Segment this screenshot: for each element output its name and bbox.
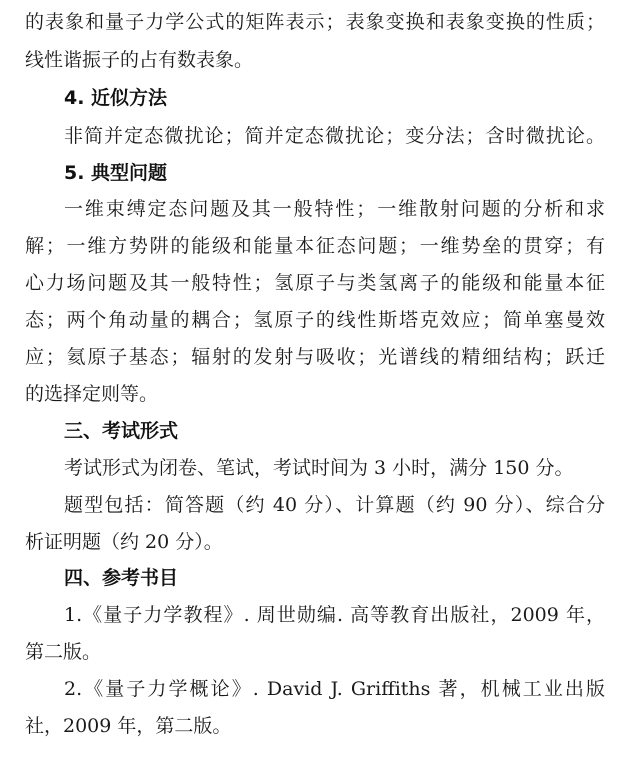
text-line: 非简并定态微扰论；简并定态微扰论；变分法；含时微扰论。 xyxy=(64,125,605,147)
text-line: 考试形式为闭卷、笔试，考试时间为 3 小时，满分 150 分。 xyxy=(64,457,574,479)
section-heading-exam-format: 三、考试形式 xyxy=(64,420,179,442)
section-heading-references: 四、参考书目 xyxy=(64,567,179,589)
text-line: 题型包括：简答题（约 40 分）、计算题（约 90 分）、综合分 xyxy=(64,494,605,516)
reference-item: 2.《量子力学概论》. David J. Griffiths 著，机械工业出版 xyxy=(64,678,605,700)
text-line: 的选择定则等。 xyxy=(25,383,159,405)
text-line: 一维束缚定态问题及其一般特性；一维散射问题的分析和求 xyxy=(64,198,605,220)
section-heading-approximation: 4. 近似方法 xyxy=(64,87,168,109)
text-line: 线性谐振子的占有数表象。 xyxy=(25,49,254,71)
text-line: 的表象和量子力学公式的矩阵表示；表象变换和表象变换的性质； xyxy=(25,11,605,33)
text-line: 态；两个角动量的耦合；氢原子的线性斯塔克效应；简单塞曼效 xyxy=(25,309,605,331)
text-line: 心力场问题及其一般特性；氢原子与类氢离子的能级和能量本征 xyxy=(25,272,605,294)
section-heading-typical-problems: 5. 典型问题 xyxy=(64,162,168,184)
text-line: 析证明题（约 20 分）。 xyxy=(25,531,223,553)
text-line: 应；氦原子基态；辐射的发射与吸收；光谱线的精细结构；跃迁 xyxy=(25,346,605,368)
text-line: 解；一维方势阱的能级和能量本征态问题；一维势垒的贯穿；有 xyxy=(25,235,605,257)
reference-item: 1.《量子力学教程》. 周世勋编. 高等教育出版社，2009 年， xyxy=(64,604,605,626)
text-line: 第二版。 xyxy=(25,641,102,663)
text-line: 社，2009 年，第二版。 xyxy=(25,715,232,737)
